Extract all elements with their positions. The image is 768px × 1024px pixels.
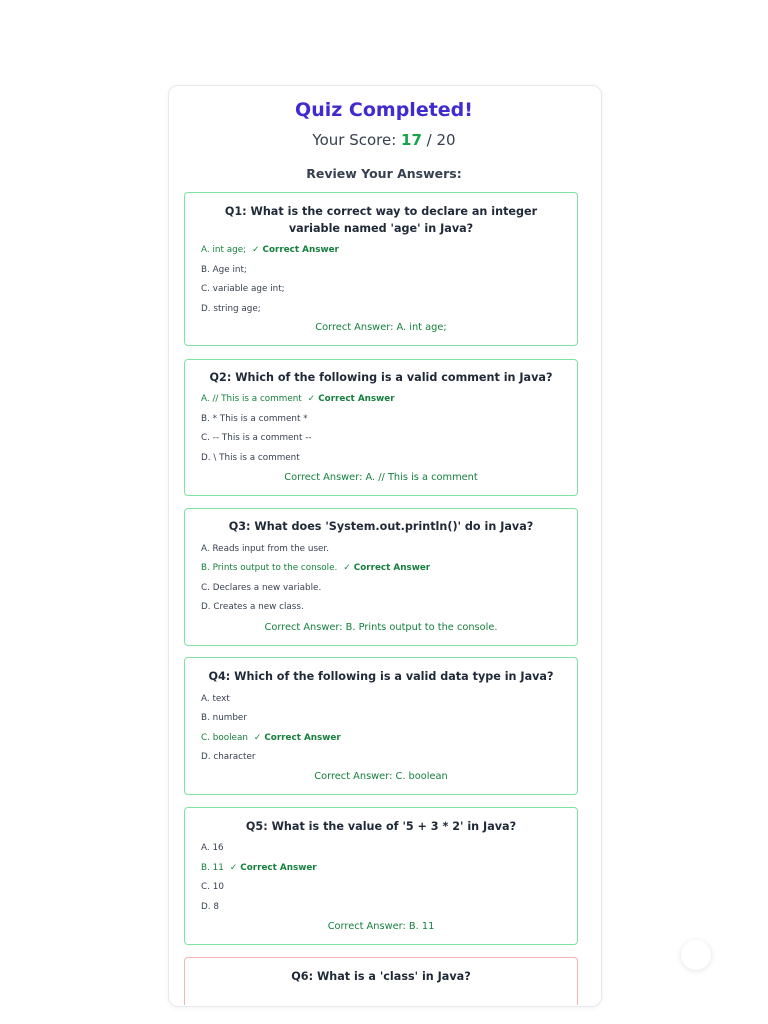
floating-action-button[interactable] xyxy=(681,940,711,970)
correct-answer-text: Correct Answer: A. int age; xyxy=(315,322,447,333)
option-label: A. int age; xyxy=(201,245,247,255)
option-item: A. 16 xyxy=(201,843,224,853)
score-total: 20 xyxy=(436,131,456,149)
question-card xyxy=(184,807,578,945)
option-item: C. 10 xyxy=(201,882,224,892)
correct-answer-badge: ✓ Correct Answer xyxy=(307,394,395,404)
option-item: D. Creates a new class. xyxy=(201,602,304,612)
option-item xyxy=(201,244,339,256)
question-card xyxy=(184,359,578,496)
option-item: D. character xyxy=(201,752,256,762)
question-text: Q1: What is the correct way to declare an integer variable named 'age' in Java? xyxy=(224,205,538,235)
question-card xyxy=(184,957,578,1005)
option-item xyxy=(201,562,430,574)
correct-answer-text: Correct Answer: C. boolean xyxy=(314,771,448,782)
option-item: C. variable age int; xyxy=(201,284,285,294)
option-item: D. 8 xyxy=(201,902,219,912)
option-item: B. * This is a comment * xyxy=(201,414,308,424)
question-text: Q6: What is a 'class' in Java? xyxy=(291,970,471,983)
correct-answer-text: Correct Answer: A. // This is a comment xyxy=(284,472,478,483)
option-item xyxy=(201,732,341,744)
question-card xyxy=(184,192,578,346)
correct-answer-text: Correct Answer: B. Prints output to the console. xyxy=(264,622,498,633)
option-label: A. // This is a comment xyxy=(201,394,302,404)
option-item: A. text xyxy=(201,694,230,704)
correct-answer-text: Correct Answer: B. 11 xyxy=(327,921,435,932)
score-line xyxy=(0,130,768,150)
question-card xyxy=(184,657,578,795)
question-text: Q2: Which of the following is a valid comment in Java? xyxy=(209,371,553,384)
question-text: Q4: Which of the following is a valid data type in Java? xyxy=(208,670,554,683)
option-label: C. boolean xyxy=(201,733,248,743)
score-prefix: Your Score: xyxy=(312,131,402,149)
option-item: D. string age; xyxy=(201,304,261,314)
score-value: 17 xyxy=(401,131,422,149)
question-text: Q5: What is the value of '5 + 3 * 2' in Java? xyxy=(245,820,517,833)
question-card xyxy=(184,508,578,646)
score-separator: / xyxy=(421,131,437,149)
option-item: C. -- This is a comment -- xyxy=(201,433,312,443)
option-item: B. number xyxy=(201,713,247,723)
option-item xyxy=(201,393,395,405)
correct-answer-badge: ✓ Correct Answer xyxy=(253,733,341,743)
review-heading: Review Your Answers: xyxy=(306,166,462,181)
page-title: Quiz Completed! xyxy=(295,99,473,121)
option-label: B. Prints output to the console. xyxy=(201,563,338,573)
option-item: D. \ This is a comment xyxy=(201,453,300,463)
option-item: B. Age int; xyxy=(201,265,247,275)
correct-answer-badge: ✓ Correct Answer xyxy=(229,863,317,873)
option-item: C. Declares a new variable. xyxy=(201,583,322,593)
correct-answer-badge: ✓ Correct Answer xyxy=(252,245,339,255)
option-item xyxy=(201,862,317,874)
question-text: Q3: What does 'System.out.println()' do in Java? xyxy=(228,520,534,533)
correct-answer-badge: ✓ Correct Answer xyxy=(343,563,431,573)
option-item: A. Reads input from the user. xyxy=(201,544,330,554)
option-label: B. 11 xyxy=(201,863,224,873)
